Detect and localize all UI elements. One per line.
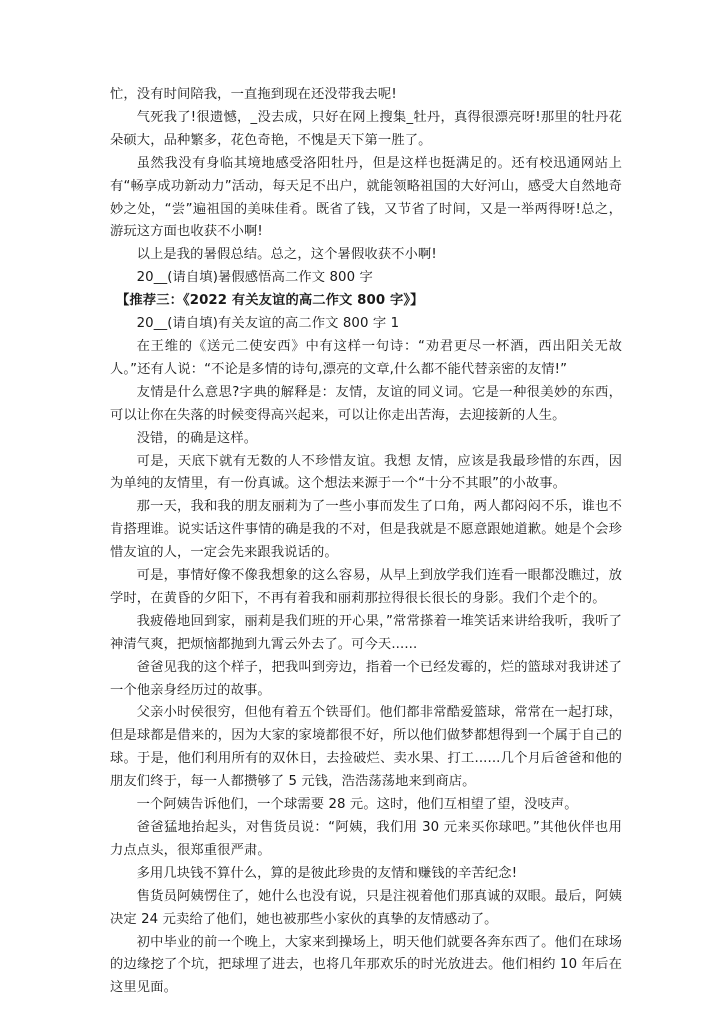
paragraph: 以上是我的暑假总结。总之，这个暑假收获不小啊! [136, 247, 437, 263]
paragraph: 爸爸猛地抬起头，对售货员说：“阿姨，我们用 30 元来买你球吧。”其他伙伴也用力点点头，很郑重很严肃。 [110, 820, 622, 858]
paragraph: 忙，没有时间陪我，一直拖到现在还没带我去呢! [110, 87, 397, 102]
paragraph: 那一天，我和我的朋友丽莉为了一些小事而发生了口角，两人都闷闷不乐，谁也不肯搭理谁。说实话这件事情的确是我的不对，但是我就是不愿意跟她道歉。她是个会珍惜友谊的人，一定会先来跟我说话的。 [110, 499, 622, 561]
paragraph: 可是，事情好像不像我想象的这么容易，从早上到放学我们连看一眼都没瞧过，放学时，在黄昏的夕阳下，不再有着我和丽莉那拉得很长很长的身影。我们个走个的。 [110, 568, 622, 606]
paragraph: 友情是什么意思?字典的解释是：友情，友谊的同义词。它是一种很美妙的东西，可以让你在失落的时候变得高兴起来，可以让你走出苦海，去迎接新的人生。 [110, 384, 622, 423]
essay-title: 20__(请自填)有关友谊的高二作文 800 字 1 [136, 316, 400, 332]
paragraph: 可是，天底下就有无数的人不珍惜友谊。我想 友情，应该是我最珍惜的东西，因为单纯的友情里，有一份真诚。这个想法来源于一个“十分不其眼”的小故事。 [110, 453, 622, 492]
paragraph: 虽然我没有身临其境地感受洛阳牡丹，但是这样也挺满足的。还有校迅通网站上有“畅享成功新动力”活动，每天足不出户，就能领略祖国的大好河山，感受大自然地奇妙之处，“尝”遍祖国的美味佳肴。既省了钱，又节省了时间，又是一举两得呀!总之，游玩这方面也收获不小啊! [110, 155, 622, 240]
paragraph: 初中毕业的前一个晚上，大家来到操场上，明天他们就要各奔东西了。他们在球场的边缘挖了个坑，把球埋了进去，也将几年那欢乐的时光放进去。他们相约 10 年后在这里见面。 [110, 934, 622, 996]
paragraph: 多用几块钱不算什么，算的是彼此珍贵的友情和赚钱的辛苦纪念! [136, 865, 518, 881]
paragraph: 售货员阿姨愣住了，她什么也没有说，只是注视着他们那真诚的双眼。最后，阿姨决定 24 元卖给了他们，她也被那些小家伙的真挚的友情感动了。 [110, 888, 622, 927]
paragraph: 父亲小时侯很穷，但他有着五个铁哥们。他们都非常酷爱篮球，常常在一起打球，但是球都是借来的，因为大家的家境都很不好，所以他们做梦都想得到一个属于自己的球。于是，他们利用所有的双休日，去捡破烂、卖水果、打工......几个月后爸爸和他的朋友们终于，每一人都攒够了 5 元钱，浩浩荡荡地来到商店。 [110, 705, 622, 790]
paragraph: 我疲倦地回到家，丽莉是我们班的开心果，”常常搽着一堆笑话来讲给我听，我听了神清气爽，把烦恼都抛到九霄云外去了。可今天...... [110, 613, 622, 652]
document-page [110, 84, 622, 1000]
paragraph: 气死我了!很遗憾，_没去成，只好在网上搜集_牡丹，真得很漂亮呀!那里的牡丹花朵硕大，品种繁多，花色奇艳，不愧是天下第一胜了。 [110, 109, 622, 148]
essay-title: 20__(请自填)暑假感悟高二作文 800 字 [136, 270, 373, 286]
recommendation-heading: 【推荐三：《2022 有关友谊的高二作文 800 字》】 [116, 293, 424, 309]
paragraph: 一个阿姨告诉他们，一个球需要 28 元。这时，他们互相望了望，没吱声。 [136, 797, 578, 813]
paragraph: 爸爸见我的这个样子，把我叫到旁边，指着一个已经发霉的，烂的篮球对我讲述了一个他亲身经历过的故事。 [110, 659, 622, 698]
paragraph: 没错，的确是这样。 [136, 430, 258, 446]
paragraph: 在王维的《送元二使安西》中有这样一句诗：“劝君更尽一杯酒，西出阳关无故人。”还有人说：“不论是多情的诗句,漂亮的文章,什么都不能代替亲密的友情!” [110, 338, 622, 377]
